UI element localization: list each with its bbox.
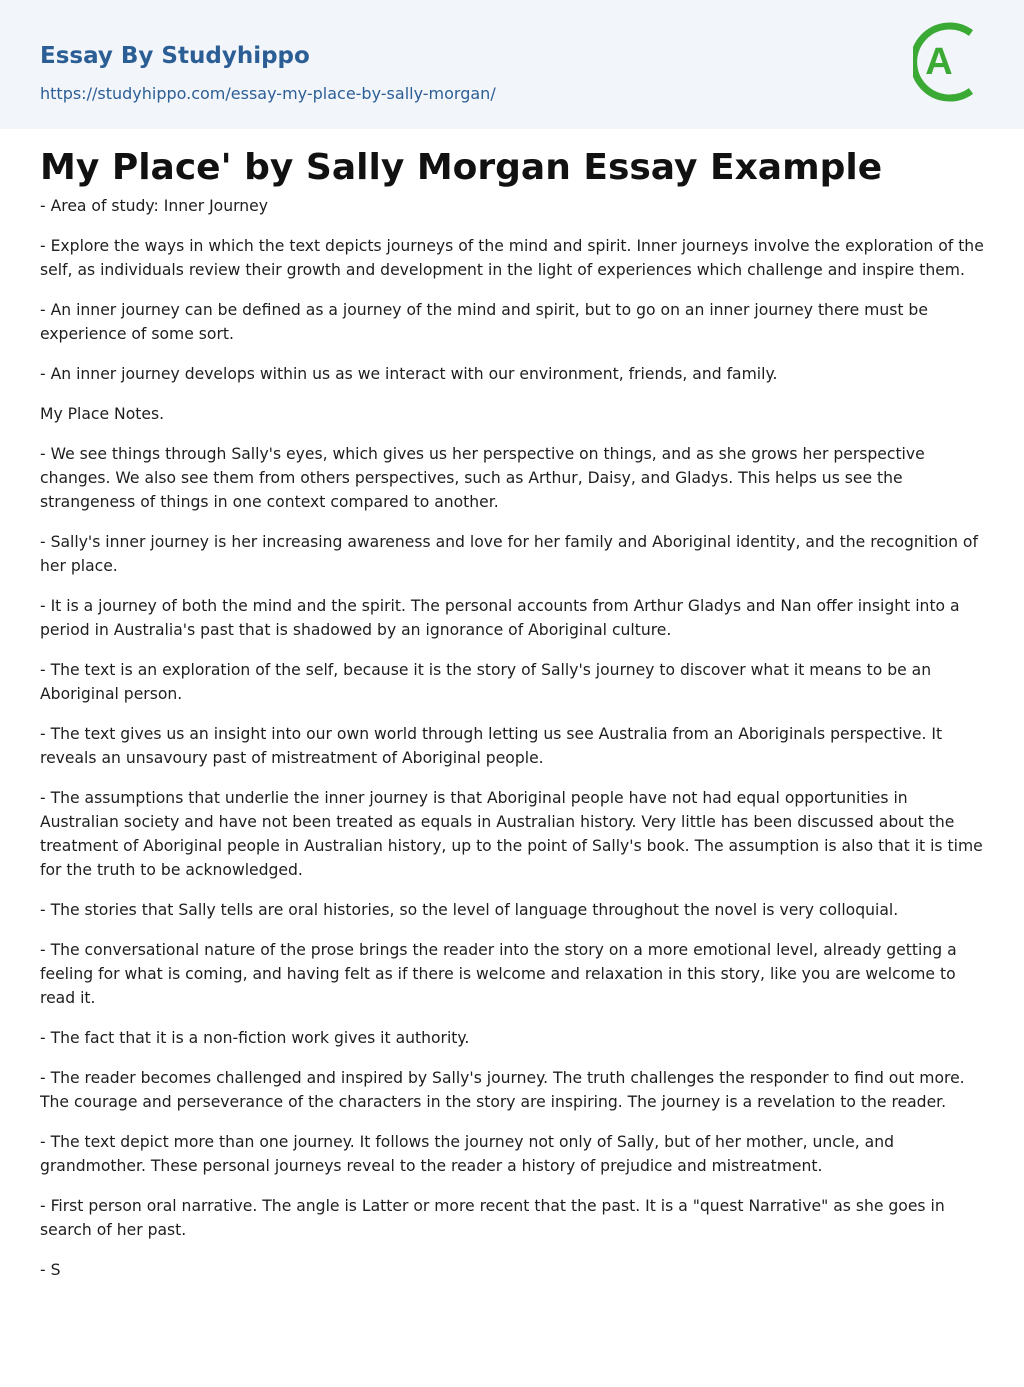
paragraph: - The reader becomes challenged and inspired by Sally's journey. The truth challenges the responder to find out more. The courage and perseverance of the characters in the story are inspiring. The journey is a revelation to the reader.: [40, 1069, 965, 1111]
paragraph: - We see things through Sally's eyes, which gives us her perspective on things, and as she grows her perspective changes. We also see them from others perspectives, such as Arthur, Daisy, and Gladys. This helps us see the strangeness of things in one context compared to another.: [40, 445, 925, 511]
paragraph: - The text depict more than one journey. It follows the journey not only of Sally, but of her mother, uncle, and grandmother. These personal journeys reveal to the reader a history of prejudice and mistreatment.: [40, 1133, 895, 1175]
paragraph: - An inner journey develops within us as we interact with our environment, friends, and family.: [40, 365, 778, 383]
paragraph: - The text gives us an insight into our own world through letting us see Australia from an Aboriginals perspective. It reveals an unsavoury past of mistreatment of Aboriginal people.: [40, 725, 943, 767]
paragraph: - The stories that Sally tells are oral histories, so the level of language throughout the novel is very colloquial.: [40, 901, 899, 919]
paragraph: - The fact that it is a non-fiction work gives it authority.: [40, 1029, 470, 1047]
paragraph: - First person oral narrative. The angle is Latter or more recent that the past. It is a "quest Narrative" as she goes in search of her past.: [40, 1197, 945, 1239]
paragraph: - S: [40, 1261, 61, 1279]
studyhippo-logo-icon[interactable]: [913, 19, 985, 105]
paragraph: - The conversational nature of the prose brings the reader into the story on a more emotional level, already getting a feeling for what is coming, and having felt as if there is welcome and relaxation in this story, like you are welcome to read it.: [40, 941, 957, 1007]
paragraph: - Explore the ways in which the text depicts journeys of the mind and spirit. Inner journeys involve the exploration of the self, as individuals review their growth and development in the light of experiences which challenge and inspire them.: [40, 237, 984, 279]
paragraph: - An inner journey can be defined as a journey of the mind and spirit, but to go on an inner journey there must be experience of some sort.: [40, 301, 928, 343]
paragraph: - Sally's inner journey is her increasing awareness and love for her family and Aboriginal identity, and the recognition of her place.: [40, 533, 978, 575]
paragraph: My Place Notes.: [40, 405, 165, 423]
page-title: My Place' by Sally Morgan Essay Example: [40, 147, 883, 188]
paragraph: - Area of study: Inner Journey: [40, 197, 268, 215]
page-url-link[interactable]: https://studyhippo.com/essay-my-place-by-sally-morgan/: [40, 84, 496, 103]
brand-name[interactable]: Essay By Studyhippo: [40, 43, 310, 69]
paragraph: - It is a journey of both the mind and the spirit. The personal accounts from Arthur Gladys and Nan offer insight into a period in Australia's past that is shadowed by an ignorance of Aboriginal culture.: [40, 597, 960, 639]
logo-letter: A: [925, 41, 953, 83]
paragraph: - The text is an exploration of the self, because it is the story of Sally's journey to discover what it means to be an Aboriginal person.: [40, 661, 932, 703]
paragraph: - The assumptions that underlie the inner journey is that Aboriginal people have not had equal opportunities in Australian society and have not been treated as equals in Australian history. Very little has been discussed about the treatment of Aboriginal people in Australian history, up to the point of Sally's book. The assumption is also that it is time for the truth to be acknowledged.: [40, 789, 983, 879]
essay-body: [40, 194, 984, 1298]
